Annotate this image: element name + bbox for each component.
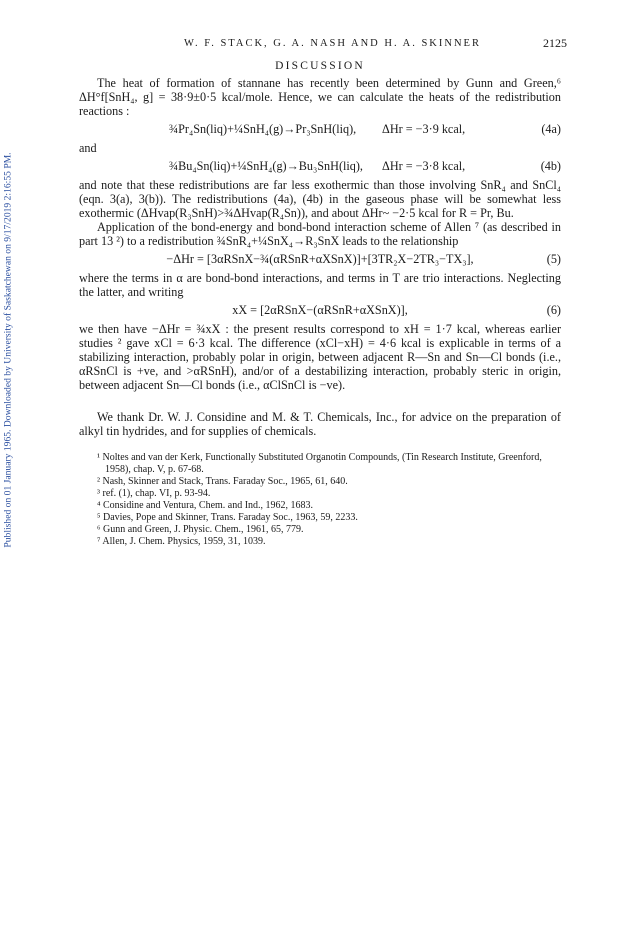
reference-list — [79, 452, 561, 548]
paragraph-stannane-heat: The heat of formation of stannane has recently been determined by Gunn and Green,⁶ ΔH°f[SnH₄, g] = 38·9±0·5 kcal/mole. Hence, we can calculate the heats of the redistribution reactions : — [79, 76, 561, 118]
equation-4b-reaction: ¾Bu₄Sn(liq)+¼SnH₄(g)→Bu₃SnH(liq), — [169, 159, 363, 173]
header-authors: W. F. STACK, G. A. NASH AND H. A. SKINNER — [184, 38, 481, 49]
equation-4b-number: (4b) — [540, 159, 561, 173]
section-title: DISCUSSION — [275, 60, 365, 72]
paragraph-results: we then have −ΔHr = ¾xX : the present results correspond to xH = 1·7 kcal, whereas earlier studies ² gave xCl = 6·3 kcal. The difference (xCl−xH) = 4·6 kcal is explicable in terms of a stabilizing interaction, probably polar in origin, between adjacent R—Sn and Sn—Cl bonds (i.e., αRSnCl is +ve, and >αRSnH), and/or of a destabilizing interaction, probably steric in origin, between adjacent Sn—Cl bonds (i.e., αClSnCl is −ve). — [79, 322, 561, 392]
download-watermark — [1, 110, 15, 590]
equation-6-body: xX = [2αRSnX−(αRSnR+αXSnX)], — [232, 303, 408, 317]
paragraph-exothermic: and note that these redistributions are far less exothermic than those involving SnR₄ and SnCl₄ (eqn. 3(a), 3(b)). The redistributions (4a), (4b) in the gaseous phase will be somewhat less exothermic (ΔHvap(R₃SnH)>¾ΔHvap(R₄Sn)), and about ΔHr~ −2·5 kcal for R = Pr, Bu. — [79, 178, 561, 220]
equation-4a — [79, 121, 561, 138]
equation-6-number: (6) — [546, 303, 561, 317]
equation-4b-enthalpy: ΔHr = −3·8 kcal, — [382, 159, 466, 173]
reference-item: ¹ Noltes and van der Kerk, Functionally Substituted Organotin Compounds, (Tin Research Institute, Greenford, 1958), chap. V, p. 67-68. — [97, 452, 542, 475]
equation-4a-enthalpy: ΔHr = −3·9 kcal, — [382, 122, 466, 136]
reference-item: ⁷ Allen, J. Chem. Physics, 1959, 31, 1039. — [97, 536, 266, 547]
download-watermark-text: Published on 01 January 1965. Downloaded by University of Saskatchewan on 9/17/2019 2:16:55 PM. — [2, 152, 14, 548]
reference-item: ⁵ Davies, Pope and Skinner, Trans. Faraday Soc., 1963, 59, 2233. — [97, 512, 358, 523]
equation-6 — [79, 302, 561, 319]
equation-5-body: −ΔHr = [3αRSnX−¾(αRSnR+αXSnX)]+[3TR₂X−2TR₃−TX₃], — [166, 252, 474, 266]
paragraph-interaction-terms: where the terms in α are bond-bond interactions, and terms in T are trio interactions. Neglecting the latter, and writing — [79, 271, 561, 299]
equation-4a-reaction: ¾Pr₄Sn(liq)+¼SnH₄(g)→Pr₃SnH(liq), — [169, 122, 357, 136]
running-header — [79, 34, 567, 50]
equation-5-number: (5) — [546, 252, 561, 266]
reference-item: ⁶ Gunn and Green, J. Physic. Chem., 1961, 65, 779. — [97, 524, 304, 535]
paragraph-allen-scheme: Application of the bond-energy and bond-bond interaction scheme of Allen ⁷ (as described in part 13 ²) to a redistribution ¾SnR₄+¼SnX₄→R₃SnX leads to the relationship — [79, 220, 561, 248]
page-number: 2125 — [543, 36, 567, 50]
acknowledgement: We thank Dr. W. J. Considine and M. & T. Chemicals, Inc., for advice on the preparation of alkyl tin hydrides, and for supplies of chemicals. — [79, 410, 561, 438]
reference-item: ⁴ Considine and Ventura, Chem. and Ind., 1962, 1683. — [97, 500, 314, 511]
equation-4a-number: (4a) — [541, 122, 561, 136]
reference-item: ² Nash, Skinner and Stack, Trans. Faraday Soc., 1965, 61, 640. — [97, 476, 348, 487]
equation-4b — [79, 158, 561, 175]
journal-page — [79, 34, 567, 548]
equation-5 — [79, 251, 561, 268]
reference-item: ³ ref. (1), chap. VI, p. 93-94. — [97, 488, 211, 499]
connective-and: and — [79, 141, 97, 155]
